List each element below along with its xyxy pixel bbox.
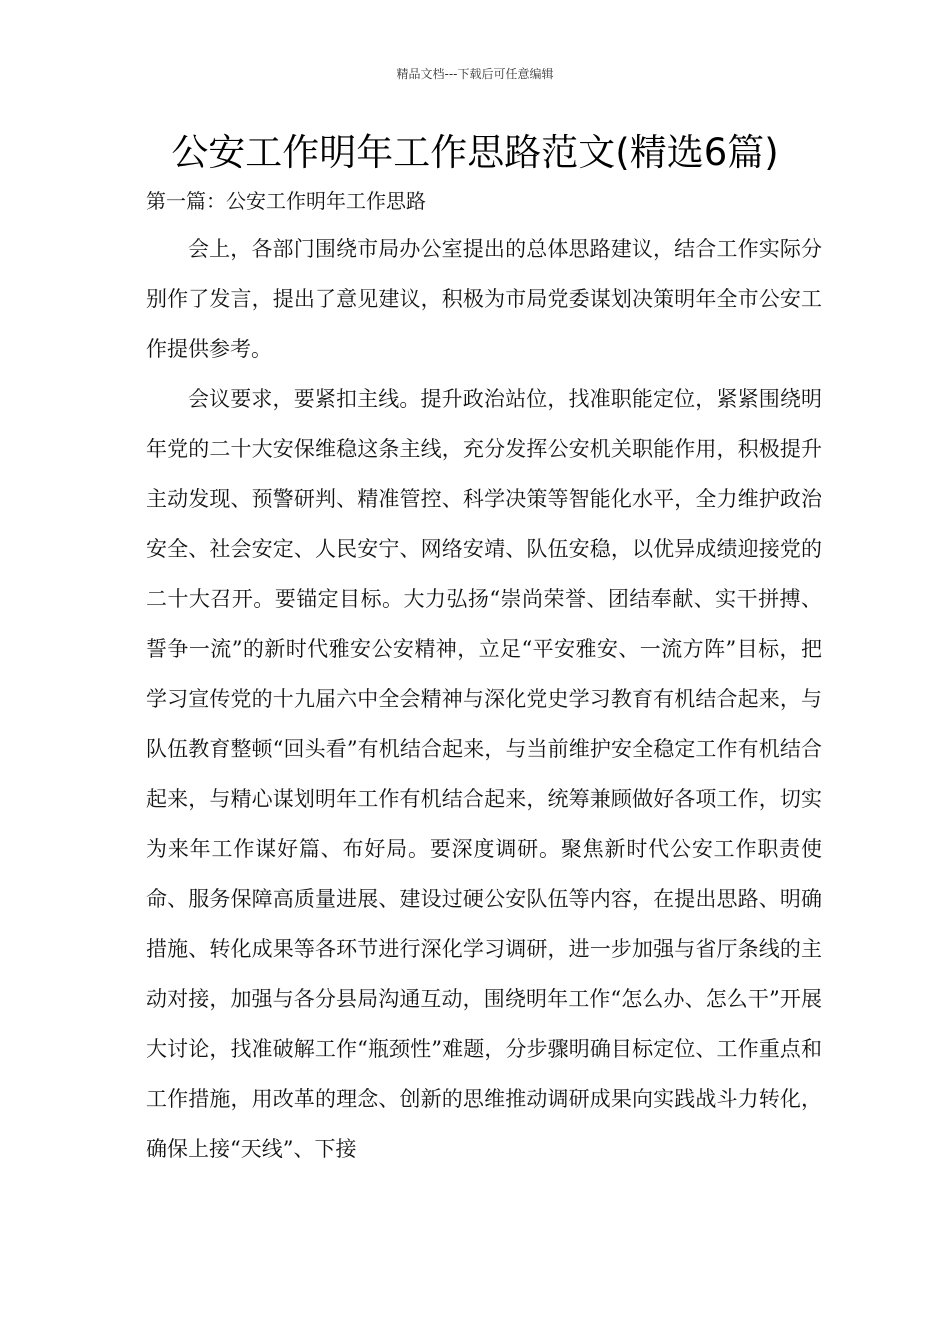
section-heading: 第一篇：公安工作明年工作思路: [146, 189, 426, 213]
document-body: [146, 224, 822, 1174]
document-title: 公安工作明年工作思路范文(精选6篇): [171, 131, 779, 174]
header-note: 精品文档---下载后可任意编辑: [396, 67, 554, 81]
paragraph: 会议要求，要紧扣主线。提升政治站位，找准职能定位，紧紧围绕明年党的二十大安保维稳这条主线，充分发挥公安机关职能作用，积极提升主动发现、预警研判、精准管控、科学决策等智能化水平，全力维护政治安全、社会安定、人民安宁、网络安靖、队伍安稳，以优异成绩迎接党的二十大召开。要锚定目标。大力弘扬“崇尚荣誉、团结奉献、实干拼搏、誓争一流”的新时代雅安公安精神，立足“平安雅安、一流方阵”目标，把学习宣传党的十九届六中全会精神与深化党史学习教育有机结合起来，与队伍教育整顿“回头看”有机结合起来，与当前维护安全稳定工作有机结合起来，与精心谋划明年工作有机结合起来，统筹兼顾做好各项工作，切实为来年工作谋好篇、布好局。要深度调研。聚焦新时代公安工作职责使命、服务保障高质量进展、建设过硬公安队伍等内容，在提出思路、明确措施、转化成果等各环节进行深化学习调研，进一步加强与省厅条线的主动对接，加强与各分县局沟通互动，围绕明年工作“怎么办、怎么干”开展大讨论，找准破解工作“瓶颈性”难题，分步骤明确目标定位、工作重点和工作措施，用改革的理念、创新的思维推动调研成果向实践战斗力转化，确保上接“天线”、下接: [146, 387, 822, 1161]
paragraph: 会上，各部门围绕市局办公室提出的总体思路建议，结合工作实际分别作了发言，提出了意见建议，积极为市局党委谋划决策明年全市公安工作提供参考。: [146, 237, 822, 361]
